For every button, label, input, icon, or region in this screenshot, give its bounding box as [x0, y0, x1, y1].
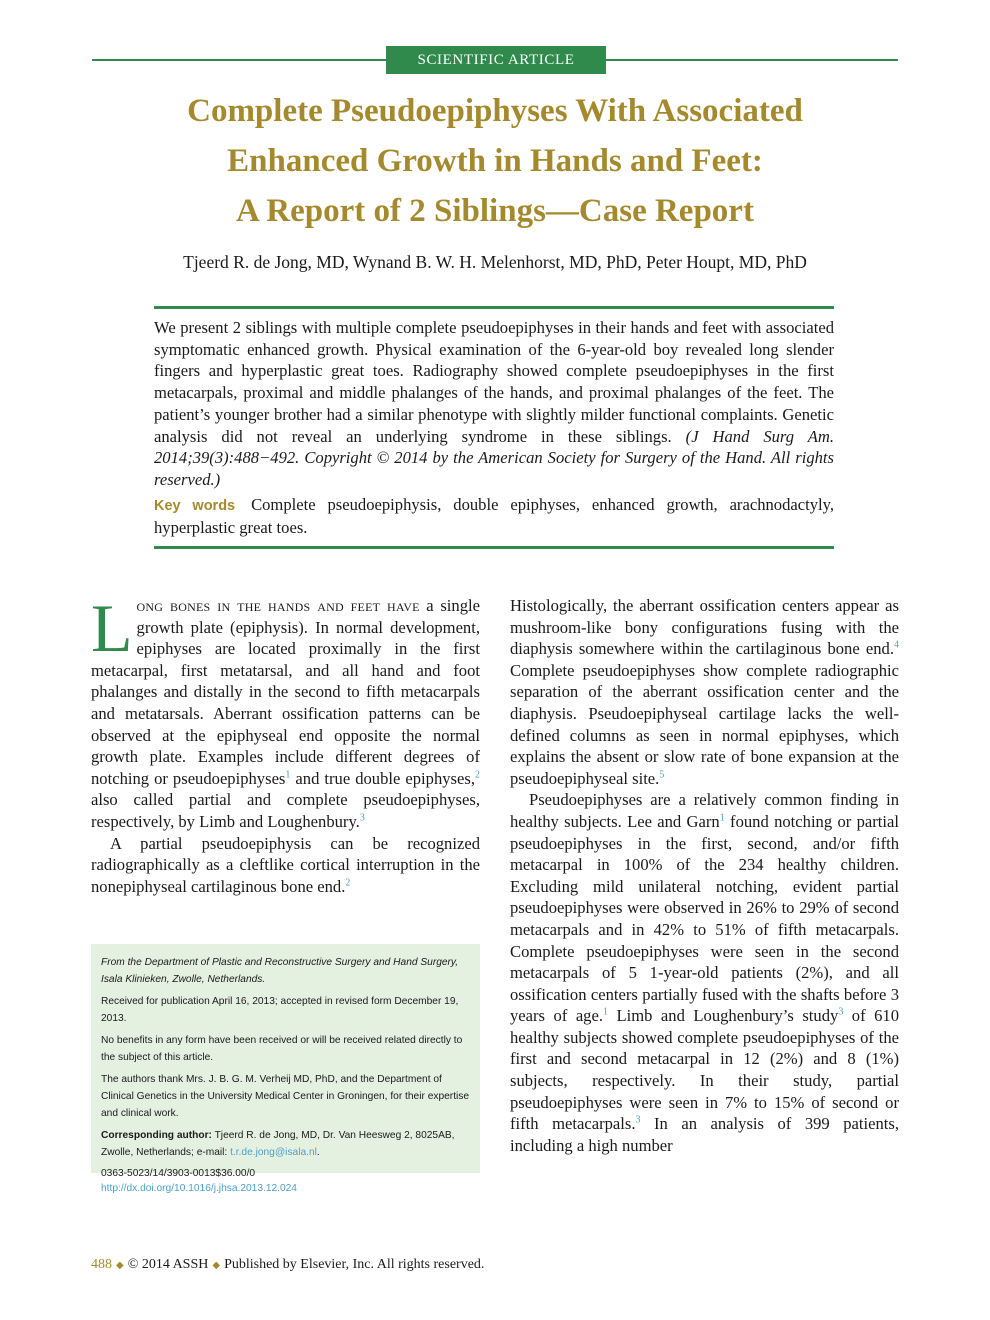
lead-in-smallcaps: ong bones in the hands and feet have [136, 596, 420, 615]
text-run: also called partial and complete pseudoepiphyses, respectively, by Limb and Loughenbury. [91, 790, 480, 831]
page-number: 488 [91, 1257, 112, 1272]
text-run: Complete pseudoepiphyses show complete radiographic separation of the aberrant ossification center and the diaphysis. Pseudoepiphyseal cartilage lacks the well-defined columns as seen in normal epiphyses, which explains the absent or slow rate of bone expansion at the pseudoepiphyseal site. [510, 660, 899, 788]
text-run: Pseudoepiphyses are a relatively common finding in healthy subjects. Lee and Garn [510, 790, 899, 831]
keywords [154, 494, 834, 539]
text-run: Histologically, the aberrant ossification centers appear as mushroom-like bony configurations fusing with the diaphysis somewhere within the cartilaginous bone end. [510, 596, 899, 659]
reference-link[interactable]: 2 [475, 769, 480, 781]
text-run: A partial pseudoepiphysis can be recognized radiographically as a cleftlike cortical interruption in the nonepiphyseal cartilaginous bone end. [91, 833, 480, 896]
reference-link[interactable]: 3 [359, 812, 365, 824]
body-column-right [510, 595, 899, 1156]
doi-link[interactable]: http://dx.doi.org/10.1016/j.jhsa.2013.12.024 [101, 1183, 297, 1194]
abstract-text: We present 2 siblings with multiple complete pseudoepiphyses in their hands and feet with associated symptomatic enhanced growth. Physical examination of the 6-year-old boy revealed long slender fingers and hyperplastic great toes. Radiography showed complete pseudoepiphyses in the first metacarpals, proximal and middle phalanges of the hands, and proximal phalanges of the feet. The patient’s younger brother had a similar phenotype with slightly milder functional complaints. Genetic analysis did not reveal an underlying syndrome in these siblings. [154, 318, 834, 446]
text-run: In an analysis of 399 patients, including a high number [510, 1114, 899, 1155]
body-column-left [91, 590, 480, 897]
title-line-2: Enhanced Growth in Hands and Feet: [227, 143, 763, 179]
reference-link[interactable]: 1 [603, 1006, 608, 1018]
reference-link[interactable]: 1 [285, 769, 291, 781]
text-run: Limb and Loughenbury’s study [608, 1006, 839, 1026]
abstract-top-rule [154, 306, 834, 309]
article-title [92, 86, 898, 236]
text-run: of 610 healthy subjects showed complete pseudoepiphyses of the first and second metacarpal in 12 (2%) and 8 (1%) subjects, respectively. In their study, partial pseudoepiphyses were seen in 7% to 15% of second or fifth metacarpals. [510, 1006, 900, 1134]
author-list: Tjeerd R. de Jong, MD, Wynand B. W. H. Melenhorst, MD, PhD, Peter Houpt, MD, PhD [183, 252, 807, 272]
reference-link[interactable]: 3 [838, 1006, 844, 1018]
text-run: found notching or partial pseudoepiphyses in the first, second, and/or fifth metacarpal in 100% of the 234 healthy children. Excluding mild unilateral notching, evident partial pseudoepiphyses were observed in 26% to 29% of second metacarpals and in 42% to 51% of fifth metacarpals. Complete pseudoepiphyses were seen in the second metacarpals of 5 1-year-old patients (2%), and all ossification centers partially fused with the shafts before 3 years of age. [510, 811, 899, 1026]
received-dates: Received for publication April 16, 2013; accepted in revised form December 19, 2013. [101, 996, 459, 1024]
reference-link[interactable]: 3 [635, 1114, 641, 1126]
text-run: Tjeerd R. de Jong, MD, Dr. Van Heesweg 2, 8025AB, Zwolle, Netherlands; e-mail: [101, 1130, 455, 1158]
email-link[interactable]: t.r.de.jong@isala.nl [230, 1147, 317, 1158]
paragraph [91, 590, 480, 833]
abstract [154, 317, 834, 539]
abstract-citation: (J Hand Surg Am. 2014;39(3):488−492. Copyright © 2014 by the American Society for Surgery of the Hand. All rights reserved.) [154, 426, 834, 489]
paragraph [510, 789, 899, 1156]
reference-link[interactable]: 4 [894, 639, 899, 651]
drop-cap: L [91, 590, 133, 666]
acknowledgments: The authors thank Mrs. J. B. G. M. Verheij MD, PhD, and the Department of Clinical Genetics in the University Medical Center in Groningen, for their expertise and clinical work. [101, 1074, 470, 1119]
issn: 0363-5023/14/3903-0013$36.00/0 [101, 1168, 256, 1179]
text-run: and true double epiphyses, [290, 768, 475, 788]
section-badge: SCIENTIFIC ARTICLE [386, 46, 606, 74]
corresponding-label: Corresponding author: [101, 1130, 212, 1141]
title-line-3: A Report of 2 Siblings—Case Report [236, 193, 754, 229]
bullet-icon: ◆ [212, 1260, 221, 1271]
corresponding-author [101, 1127, 470, 1161]
text-run: a single growth plate (epiphysis). In normal development, epiphyses are located proximally in the first metacarpal, first metatarsal, and all hand and foot phalanges and distally in the second to fifth metacarpals and metatarsals. Aberrant ossification patterns can be observed at the epiphyseal end opposite the normal growth plate. Examples include different degrees of notching or pseudoepiphyses [91, 596, 480, 788]
benefits-statement: No benefits in any form have been received or will be received related directly to the subject of this article. [101, 1035, 463, 1063]
text-run: . [316, 1147, 320, 1158]
bullet-icon: ◆ [116, 1260, 124, 1271]
title-line-1: Complete Pseudoepiphyses With Associated [187, 93, 803, 129]
abstract-bottom-rule [154, 546, 834, 549]
paragraph [91, 833, 480, 898]
reference-link[interactable]: 5 [659, 769, 665, 781]
article-info-box [91, 944, 480, 1194]
paragraph [510, 595, 899, 789]
reference-link[interactable]: 2 [345, 877, 351, 889]
keywords-label: Key words [154, 497, 236, 514]
copyright: © 2014 ASSH [127, 1257, 209, 1272]
reference-link[interactable]: 1 [719, 812, 725, 824]
identifiers [101, 1166, 470, 1196]
affiliation: From the Department of Plastic and Reconstructive Surgery and Hand Surgery, Isala Klinieken, Zwolle, Netherlands. [101, 957, 459, 985]
publisher: Published by Elsevier, Inc. All rights reserved. [224, 1257, 485, 1272]
page-footer [91, 1257, 484, 1273]
keywords-text: Complete pseudoepiphysis, double epiphyses, enhanced growth, arachnodactyly, hyperplastic great toes. [154, 494, 834, 538]
